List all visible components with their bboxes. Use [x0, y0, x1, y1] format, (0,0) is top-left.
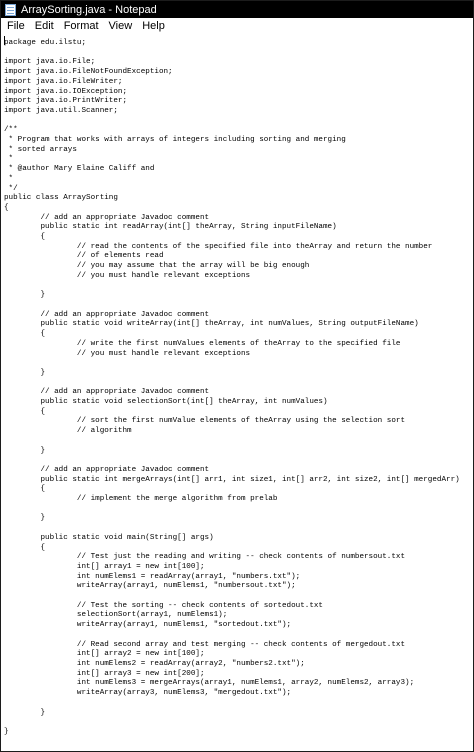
code-line: // Read second array and test merging -- check contents of mergedout.txt [4, 640, 406, 649]
code-line: /** [4, 126, 18, 135]
code-line: } [4, 727, 9, 736]
code-line: public class ArraySorting [4, 194, 118, 203]
code-line: writeArray(array3, numElems3, "mergedout.txt"); [4, 689, 292, 698]
code-line: * [4, 155, 14, 164]
code-line: import java.io.FileNotFoundException; [4, 68, 173, 77]
code-line: // algorithm [4, 427, 132, 436]
code-line: import java.io.File; [4, 58, 96, 67]
code-line: { [4, 485, 46, 494]
window-title: ArraySorting.java - Notepad [21, 3, 157, 16]
text-editor-area[interactable] [1, 34, 473, 751]
code-text [4, 36, 460, 738]
code-line: int numElems1 = readArray(array1, "numbers.txt"); [4, 572, 301, 581]
code-line: int[] array3 = new int[200]; [4, 669, 205, 678]
menu-format[interactable]: Format [63, 20, 99, 32]
code-line: writeArray(array1, numElems1, "sortedout.txt"); [4, 621, 292, 630]
code-line: int[] array1 = new int[100]; [4, 562, 205, 571]
code-line: { [4, 330, 46, 339]
code-line: // add an appropriate Javadoc comment [4, 465, 210, 474]
code-line: // read the contents of the specified file into theArray and return the number [4, 242, 433, 251]
code-line: import java.io.PrintWriter; [4, 97, 128, 106]
code-line: // add an appropriate Javadoc comment [4, 388, 210, 397]
code-line: // Test the sorting -- check contents of sortedout.txt [4, 601, 323, 610]
code-line: * [4, 174, 14, 183]
code-line: selectionSort(array1, numElems1); [4, 611, 228, 620]
code-line: // you must handle relevant exceptions [4, 349, 251, 358]
code-line: * @author Mary Elaine Califf and [4, 165, 155, 174]
code-line: { [4, 543, 46, 552]
code-line: import java.util.Scanner; [4, 106, 118, 115]
code-line: * sorted arrays [4, 145, 77, 154]
code-line: int[] array2 = new int[100]; [4, 650, 205, 659]
code-line: // implement the merge algorithm from prelab [4, 495, 278, 504]
code-line: import java.io.IOException; [4, 87, 128, 96]
menu-view[interactable]: View [108, 20, 133, 32]
code-line: } [4, 368, 46, 377]
code-line: */ [4, 184, 18, 193]
menu-file[interactable]: File [7, 20, 25, 32]
menu-bar [1, 18, 473, 34]
code-line: int numElems2 = readArray(array2, "numbers2.txt"); [4, 660, 305, 668]
code-line: // add an appropriate Javadoc comment [4, 213, 210, 222]
code-line: public static void main(String[] args) [4, 533, 214, 542]
code-line: { [4, 233, 46, 242]
code-line: public static int readArray(int[] theArray, String inputFileName) [4, 223, 337, 232]
menu-edit[interactable]: Edit [34, 20, 54, 32]
code-line: package edu.ilstu; [4, 39, 87, 47]
code-line: } [4, 446, 46, 455]
code-line: } [4, 291, 46, 300]
code-line: * Program that works with arrays of integers including sorting and merging [4, 136, 346, 145]
code-line: // add an appropriate Javadoc comment [4, 310, 210, 319]
code-line: // you may assume that the array will be big enough [4, 262, 310, 271]
code-line: // Test just the reading and writing -- check contents of numbersout.txt [4, 553, 406, 562]
code-line: public static void selectionSort(int[] theArray, int numValues) [4, 398, 328, 407]
code-line: // sort the first numValue elements of theArray using the selection sort [4, 417, 406, 426]
code-line: { [4, 407, 46, 416]
notepad-icon [5, 4, 16, 16]
code-line: int numElems3 = mergeArrays(array1, numElems1, array2, numElems2, array3); [4, 679, 415, 688]
code-line: // you must handle relevant exceptions [4, 271, 251, 280]
title-bar[interactable] [1, 1, 473, 18]
code-line: // write the first numValues elements of theArray to the specified file [4, 339, 401, 348]
code-line: { [4, 203, 9, 212]
code-line: public static int mergeArrays(int[] arr1, int size1, int[] arr2, int size2, int[] mergedArr) [4, 475, 460, 484]
code-line: // of elements read [4, 252, 164, 261]
code-line: } [4, 514, 46, 523]
code-line: } [4, 708, 46, 717]
code-line: public static void writeArray(int[] theArray, int numValues, String outputFileName) [4, 320, 419, 329]
menu-help[interactable]: Help [142, 20, 165, 32]
code-line: import java.io.FileWriter; [4, 77, 123, 86]
code-line: writeArray(array1, numElems1, "numbersout.txt"); [4, 582, 296, 591]
